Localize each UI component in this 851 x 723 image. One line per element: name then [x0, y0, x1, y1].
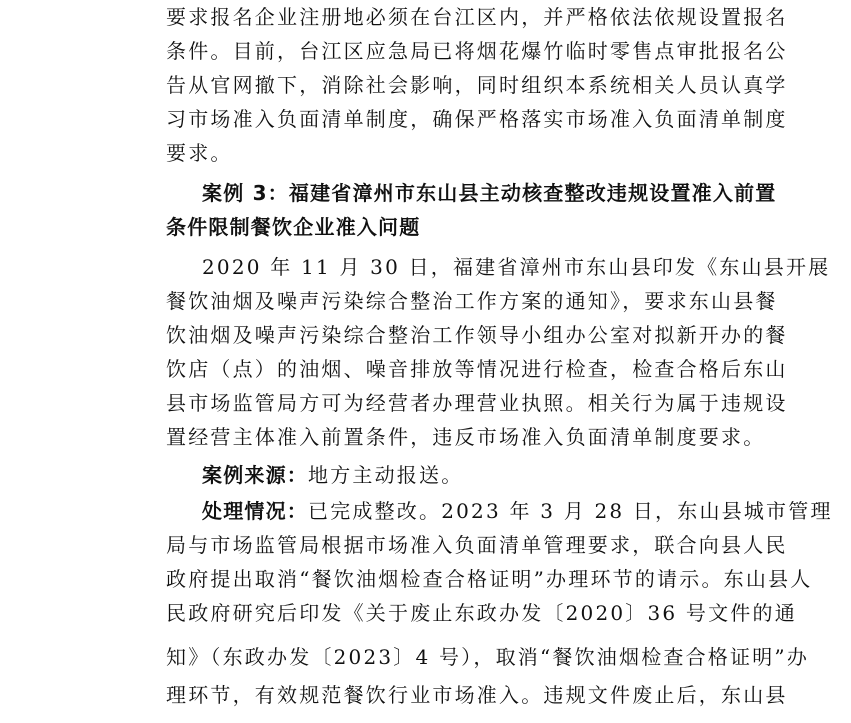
paragraph-line: 政府提出取消“餐饮油烟检查合格证明”办理环节的请示。东山县人	[166, 567, 813, 591]
case-source	[202, 458, 686, 492]
case-source-text: 地方主动报送。	[308, 463, 464, 487]
paragraph-line: 饮油烟及噪声污染综合整治工作领导小组办公室对拟新开办的餐	[166, 323, 788, 347]
case-title: 案例 3：福建省漳州市东山县主动核查整改违规设置准入前置	[202, 181, 777, 205]
paragraph-line: 要求。	[166, 141, 233, 165]
paragraph-line: 2020 年 11 月 30 日，福建省漳州市东山县印发《东山县开展	[202, 255, 831, 279]
paragraph-line: 习市场准入负面清单制度，确保严格落实市场准入负面清单制度	[166, 107, 788, 131]
handling-text: 已完成整改。2023 年 3 月 28 日，东山县城市管理	[308, 499, 833, 523]
handling-line	[202, 494, 833, 528]
paragraph-line: 局与市场监管局根据市场准入负面清单管理要求，联合向县人民	[166, 533, 788, 557]
paragraph-line: 民政府研究后印发《关于废止东政办发〔2020〕36 号文件的通	[166, 601, 797, 625]
paragraph-line: 要求报名企业注册地必须在台江区内，并严格依法依规设置报名	[166, 5, 788, 29]
paragraph-line: 饮店（点）的油烟、噪音排放等情况进行检查，检查合格后东山	[166, 357, 788, 381]
case-title: 条件限制餐饮企业准入问题	[166, 215, 421, 239]
paragraph-line: 理环节，有效规范餐饮行业市场准入。违规文件废止后，东山县	[166, 683, 788, 707]
case-source-label: 案例来源：	[202, 463, 308, 487]
paragraph-line: 告从官网撤下，消除社会影响，同时组织本系统相关人员认真学	[166, 73, 788, 97]
paragraph-line: 县市场监管局方可为经营者办理营业执照。相关行为属于违规设	[166, 391, 788, 415]
handling-label: 处理情况：	[202, 499, 308, 523]
paragraph-line: 餐饮油烟及噪声污染综合整治工作方案的通知》，要求东山县餐	[166, 289, 778, 313]
paragraph-line: 置经营主体准入前置条件，违反市场准入负面清单制度要求。	[166, 425, 766, 449]
paragraph-line: 知》（东政办发〔2023〕4 号），取消“餐饮油烟检查合格证明”办	[166, 645, 810, 669]
paragraph-line: 条件。目前，台江区应急局已将烟花爆竹临时零售点审批报名公	[166, 39, 788, 63]
